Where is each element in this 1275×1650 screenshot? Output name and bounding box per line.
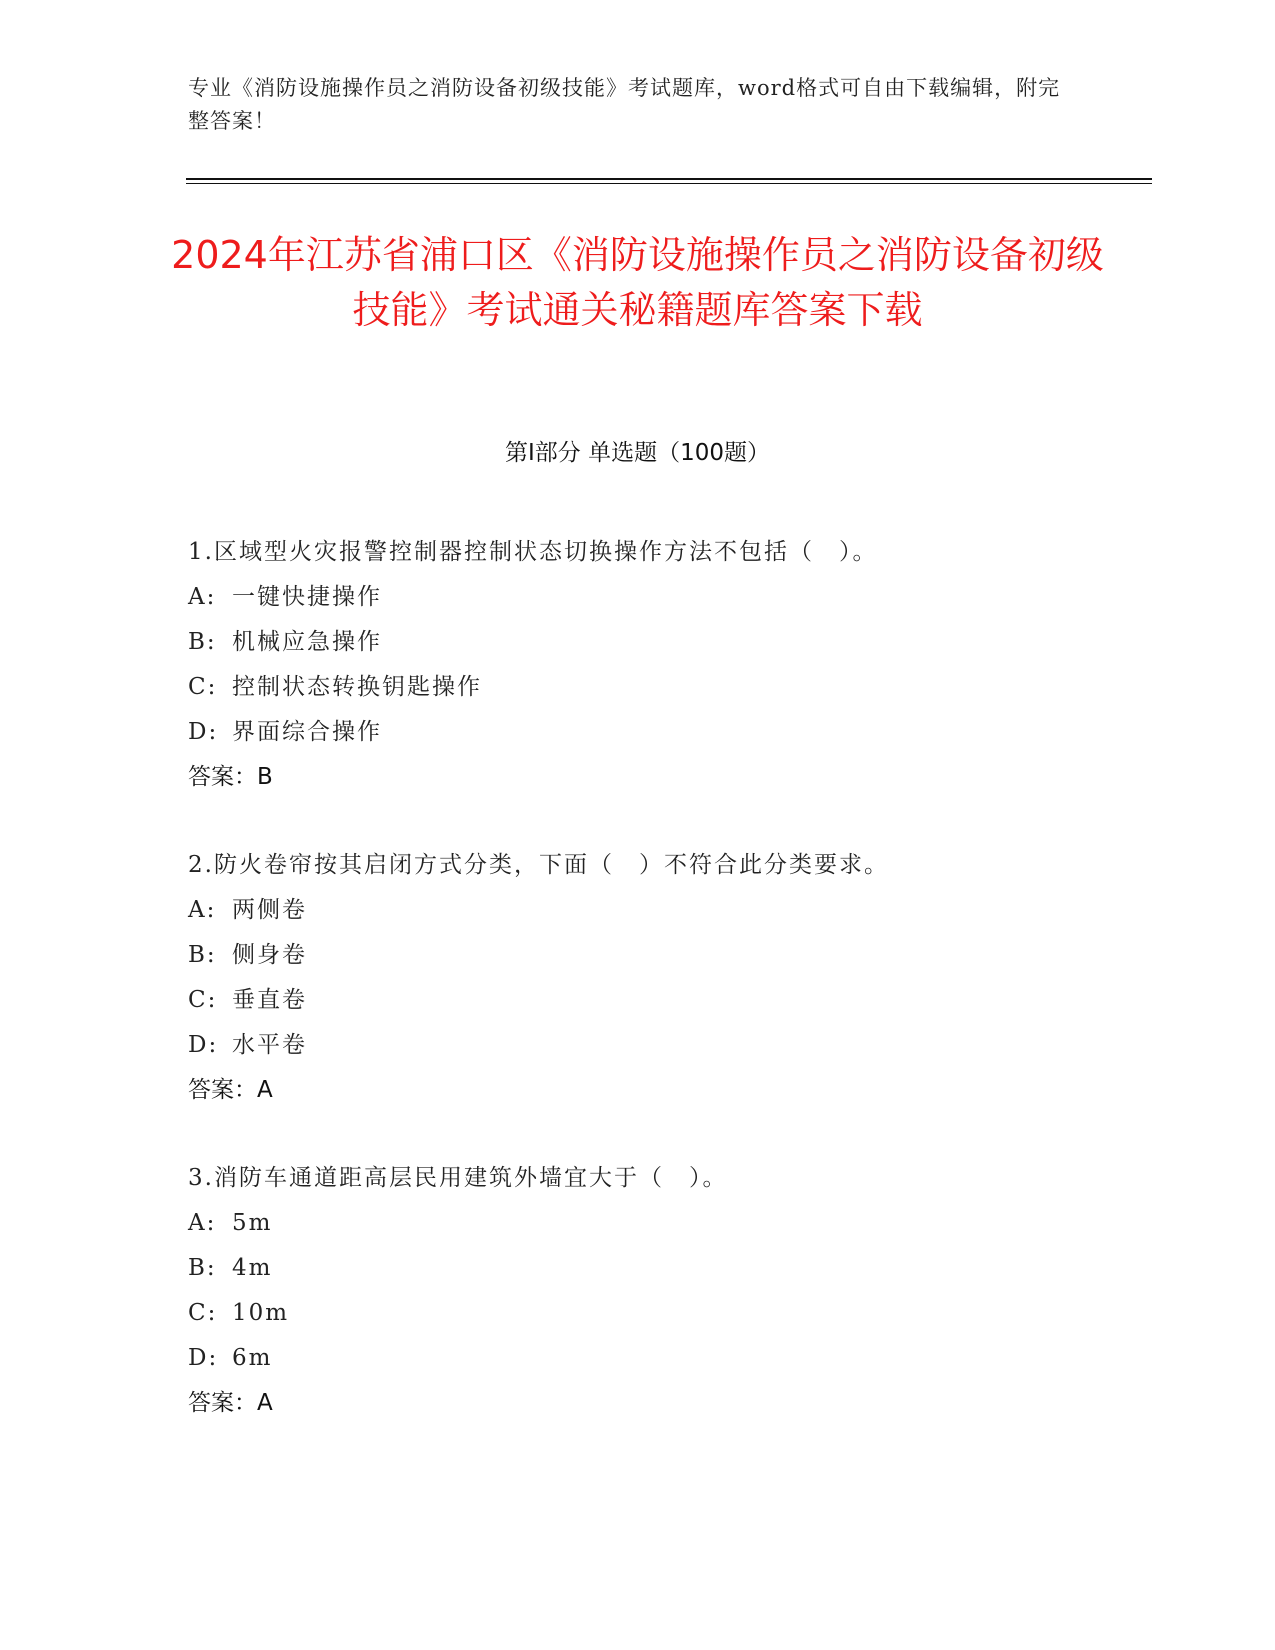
document-title: 2024年江苏省浦口区《消防设施操作员之消防设备初级技能》考试通关秘籍题库答案下载 <box>171 233 1104 332</box>
question-option <box>188 1336 1088 1381</box>
question-stem: 2.防火卷帘按其启闭方式分类，下面（ ）不符合此分类要求。 <box>188 852 889 878</box>
option-text: 界面综合操作 <box>232 719 382 745</box>
option-text: 4m <box>232 1255 273 1281</box>
option-text: 垂直卷 <box>232 987 307 1013</box>
question-option <box>188 888 1088 933</box>
option-text: 侧身卷 <box>232 942 307 968</box>
question-stem: 3.消防车通道距高层民用建筑外墙宜大于（ ）。 <box>188 1165 728 1191</box>
question-option <box>188 1201 1088 1246</box>
option-key: A: <box>188 897 217 923</box>
option-key: C: <box>188 1300 218 1326</box>
option-key: D: <box>188 719 219 745</box>
section-heading: 第Ⅰ部分 单选题（100题） <box>505 440 770 466</box>
question-list <box>188 530 1088 1469</box>
option-key: A: <box>188 584 217 610</box>
option-text: 控制状态转换钥匙操作 <box>232 674 482 700</box>
question-option <box>188 665 1088 710</box>
question-stem: 1.区域型火灾报警控制器控制状态切换操作方法不包括（ ）。 <box>188 539 878 565</box>
option-text: 两侧卷 <box>232 897 307 923</box>
header-divider-thin <box>186 183 1152 184</box>
question-item <box>188 530 1088 800</box>
option-key: C: <box>188 674 218 700</box>
question-option <box>188 620 1088 665</box>
question-item <box>188 1156 1088 1426</box>
question-option <box>188 1023 1088 1068</box>
question-item <box>188 843 1088 1113</box>
option-text: 机械应急操作 <box>232 629 382 655</box>
question-answer: 答案：A <box>188 1077 273 1103</box>
header-divider-thick <box>186 178 1152 180</box>
option-key: C: <box>188 987 218 1013</box>
header-note: 专业《消防设施操作员之消防设备初级技能》考试题库，word格式可自由下载编辑，附完整答案！ <box>188 76 1061 133</box>
option-text: 水平卷 <box>232 1032 307 1058</box>
option-text: 5m <box>232 1210 273 1236</box>
option-text: 一键快捷操作 <box>232 584 382 610</box>
option-text: 6m <box>232 1345 273 1371</box>
option-key: A: <box>188 1210 217 1236</box>
question-option <box>188 978 1088 1023</box>
option-key: B: <box>188 1255 217 1281</box>
question-answer: 答案：B <box>188 764 273 790</box>
question-option <box>188 1246 1088 1291</box>
option-key: D: <box>188 1345 219 1371</box>
question-option <box>188 933 1088 978</box>
question-option <box>188 710 1088 755</box>
option-key: B: <box>188 942 217 968</box>
question-option <box>188 1291 1088 1336</box>
question-answer: 答案：A <box>188 1390 273 1416</box>
option-key: D: <box>188 1032 219 1058</box>
option-text: 10m <box>232 1300 290 1326</box>
question-option <box>188 575 1088 620</box>
option-key: B: <box>188 629 217 655</box>
